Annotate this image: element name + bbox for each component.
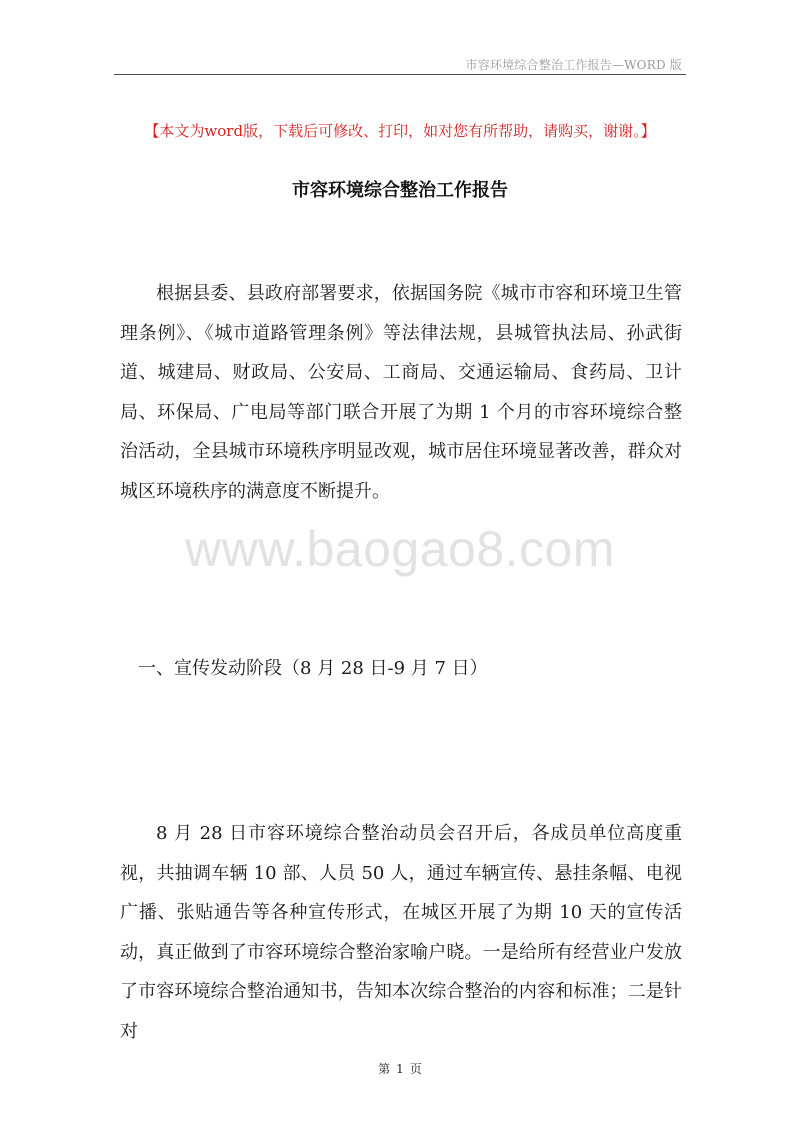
page-number: 1	[396, 1062, 404, 1076]
header-divider	[114, 74, 686, 75]
purchase-notice: 【本文为word版，下载后可修改、打印，如对您有所帮助，请购买，谢谢。】	[144, 122, 656, 140]
footer-suffix: 页	[409, 1062, 422, 1076]
watermark-text: www.baogao8.com	[185, 521, 615, 577]
running-header: 市容环境综合整治工作报告—WORD 版	[465, 58, 682, 72]
page-footer	[0, 1060, 800, 1077]
body-paragraph-publicity: 8 月 28 日市容环境综合整治动员会召开后，各成员单位高度重视，共抽调车辆 10 部、人员 50 人，通过车辆宣传、悬挂条幅、电视广播、张贴通告等各种宣传形式，在城区开展了为期 10 天的宣传活动，真正做到了市容环境综合整治家喻户晓。一是给所有经营业户发放了市容环境综合整治通知书，告知本次综合整治的内容和标准；二是针对	[120, 823, 682, 1042]
footer-prefix: 第	[378, 1062, 391, 1076]
section-heading-publicity: 一、宣传发动阶段（8 月 28 日-9 月 7 日）	[138, 658, 488, 679]
document-title: 市容环境综合整治工作报告	[292, 180, 508, 201]
body-paragraph-intro: 根据县委、县政府部署要求，依据国务院《城市市容和环境卫生管理条例》、《城市道路管理条例》等法律法规，县城管执法局、孙武街道、城建局、财政局、公安局、工商局、交通运输局、食药局、卫计局、环保局、广电局等部门联合开展了为期 1 个月的市容环境综合整治活动，全县城市环境秩序明显改观，城市居住环境显著改善，群众对城区环境秩序的满意度不断提升。	[120, 283, 682, 502]
